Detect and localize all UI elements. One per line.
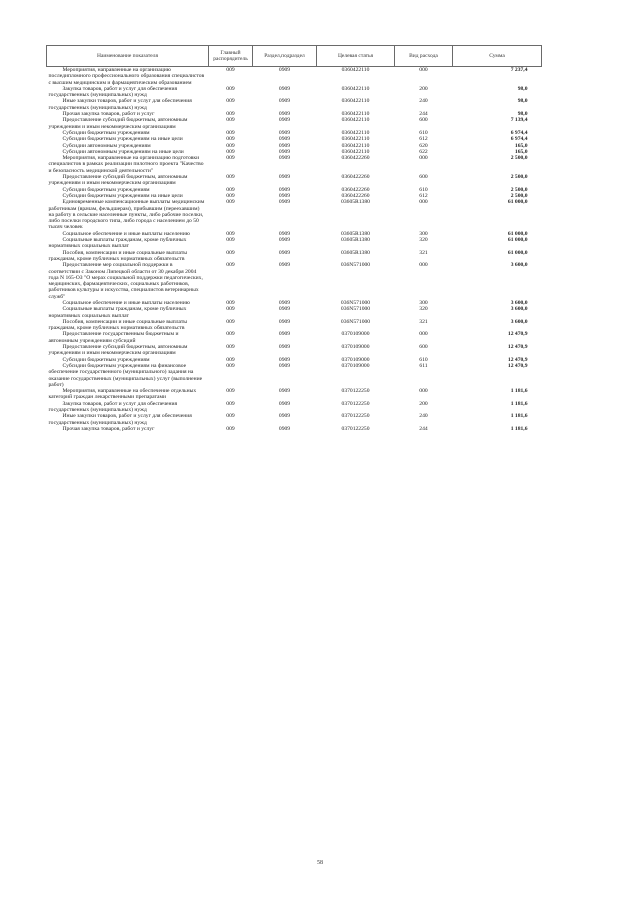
cell-sum: 61 000,0 — [507, 230, 528, 237]
cell-name — [47, 388, 209, 401]
row-label: Предоставление субсидий бюджетным, автономным учреждениям и иным некоммерческим организациям — [48, 174, 188, 187]
cell-target-item: 0360422110 — [341, 136, 370, 143]
cell-name — [47, 250, 209, 263]
row-label: Субсидии бюджетным учреждениям на финансовое обеспечение государственного (муниципального) задания на оказание государственных (муниципальных) услуг (выполнение работ) — [48, 362, 203, 388]
table-row — [47, 319, 542, 332]
cell-expense-type: 300 — [419, 299, 428, 306]
cell-main-manager: 009 — [226, 98, 235, 105]
cell-name — [47, 331, 209, 344]
cell-section: 0909 — [278, 186, 291, 193]
cell-name — [47, 306, 209, 319]
cell-target-item: 0360422110 — [341, 117, 370, 124]
cell-name — [47, 413, 209, 426]
table-header-row — [47, 46, 542, 67]
cell-section: 0909 — [278, 299, 291, 306]
cell-target-item: 0360422110 — [341, 85, 370, 92]
cell-main-manager: 009 — [226, 174, 235, 181]
cell-main-manager: 009 — [226, 344, 235, 351]
header-name: Наименование показателя — [47, 46, 209, 67]
row-label: Мероприятия, направленные на обеспечение отдельных категорий граждан лекарственными препаратами — [48, 388, 197, 401]
header-expense-type: Вид расхода — [395, 46, 453, 67]
cell-section: 0909 — [278, 400, 291, 407]
cell-section: 0909 — [278, 136, 291, 143]
row-label: Мероприятия, направленные на организацию подготовки специалистов в рамках реализации пилотного проекта "Качество и безопасность медицинской деятельности" — [48, 155, 204, 174]
table-row — [47, 237, 542, 250]
row-label: Пособия, компенсации и иные социальные выплаты гражданам, кроме публичных нормативных обязательств — [48, 249, 188, 262]
cell-name — [47, 67, 209, 86]
cell-section: 0909 — [278, 111, 291, 118]
row-label: Мероприятия, направленные на организацию последипломного профессионального образования специалистов с высшим медицинским и фармацевтическим образованием — [48, 67, 205, 86]
cell-expense-type: 000 — [419, 331, 428, 338]
cell-name — [47, 199, 209, 230]
header-main-manager: Главный распорядитель — [209, 46, 253, 67]
cell-sum: 165,0 — [514, 142, 528, 149]
row-label: Субсидии автономным учреждениям на иные цели — [62, 148, 184, 155]
cell-name — [47, 363, 209, 388]
table-row — [47, 426, 542, 432]
row-label: Единовременные компенсационные выплаты медицинским работникам (врачам, фельдшерам), прибывшим (переехавшим) на работу в сельские населенные пункты, либо рабочие поселки, либо поселки городского типа, либо города с населением до 50 тысяч человек — [48, 199, 205, 231]
cell-sum: 7 237,4 — [510, 67, 528, 73]
table-row — [47, 199, 542, 230]
cell-expense-type: 620 — [419, 142, 428, 149]
cell-target-item: 036N571000 — [340, 299, 371, 306]
table-row — [47, 344, 542, 357]
cell-target-item: 03605R1380 — [341, 199, 370, 206]
table-row — [47, 413, 542, 426]
cell-sum: 12 470,9 — [507, 362, 528, 369]
cell-target-item: 036N571000 — [340, 306, 371, 313]
cell-name — [47, 344, 209, 357]
cell-target-item: 0360422260 — [341, 174, 370, 181]
cell-expense-type: 600 — [419, 174, 428, 181]
cell-expense-type: 000 — [419, 199, 428, 206]
cell-target-item: 0370109000 — [341, 356, 370, 363]
page-number: 58 — [317, 860, 323, 866]
cell-expense-type: 240 — [419, 413, 428, 420]
cell-expense-type: 600 — [419, 344, 428, 351]
cell-sum: 1 181,6 — [510, 425, 528, 432]
row-label: Субсидии бюджетным учреждениям на иные цели — [62, 136, 183, 143]
table-row — [47, 155, 542, 174]
cell-section: 0909 — [278, 344, 291, 351]
row-label: Пособия, компенсации и иные социальные выплаты гражданам, кроме публичных нормативных обязательств — [48, 318, 188, 332]
cell-main-manager: 009 — [226, 136, 235, 143]
cell-section: 0909 — [278, 155, 291, 162]
cell-sum: 98,0 — [517, 111, 528, 118]
budget-table — [46, 45, 542, 432]
cell-section: 0909 — [278, 174, 291, 181]
table-row — [47, 306, 542, 319]
cell-section: 0909 — [278, 129, 291, 136]
row-label: Субсидии бюджетным учреждениям на иные цели — [62, 192, 183, 199]
cell-main-manager: 009 — [226, 192, 235, 199]
table-row — [47, 363, 542, 388]
cell-name — [47, 155, 209, 174]
cell-section: 0909 — [278, 356, 291, 363]
cell-expense-type: 240 — [419, 98, 428, 105]
row-label: Субсидии автономным учреждениям — [62, 142, 151, 149]
cell-section: 0909 — [278, 388, 291, 395]
cell-main-manager: 009 — [226, 331, 235, 338]
table-row — [47, 117, 542, 130]
cell-name — [47, 319, 209, 332]
row-label: Социальные выплаты гражданам, кроме публичных нормативных социальных выплат — [48, 306, 187, 319]
table-row — [47, 98, 542, 111]
cell-sum: 3 600,0 — [510, 262, 528, 269]
cell-main-manager: 009 — [226, 425, 235, 432]
cell-sum: 12 470,9 — [507, 331, 528, 338]
table-row — [47, 67, 542, 86]
table-row — [47, 262, 542, 300]
cell-main-manager: 009 — [226, 388, 235, 395]
cell-target-item: 0370109000 — [341, 362, 370, 369]
row-label: Предоставление государственным бюджетным и автономным учреждениям субсидий — [48, 331, 179, 344]
cell-section: 0909 — [278, 237, 291, 244]
table-row — [47, 174, 542, 187]
cell-target-item: 0370122250 — [341, 425, 370, 432]
cell-sum: 61 000,0 — [507, 249, 528, 256]
cell-name — [47, 174, 209, 187]
cell-target-item: 0360422260 — [341, 192, 370, 199]
cell-sum: 165,0 — [514, 148, 528, 155]
cell-main-manager: 009 — [226, 148, 235, 155]
table-body — [47, 67, 542, 433]
cell-section: 0909 — [278, 67, 291, 73]
cell-expense-type: 610 — [419, 356, 428, 363]
cell-name — [47, 401, 209, 414]
cell-section: 0909 — [278, 262, 291, 269]
cell-section: 0909 — [278, 98, 291, 105]
cell-target-item: 0370109000 — [341, 344, 370, 351]
table-row — [47, 331, 542, 344]
cell-main-manager: 009 — [226, 306, 235, 313]
cell-sum: 3 600,0 — [510, 318, 528, 325]
row-label: Социальные выплаты гражданам, кроме публичных нормативных социальных выплат — [48, 237, 187, 250]
table-row — [47, 401, 542, 414]
cell-sum: 6 974,4 — [510, 136, 528, 143]
cell-section: 0909 — [278, 142, 291, 149]
row-label: Предоставление субсидий бюджетным, автономным учреждениям и иным некоммерческим организациям — [48, 117, 188, 130]
cell-expense-type: 610 — [419, 129, 428, 136]
cell-expense-type: 610 — [419, 186, 428, 193]
cell-target-item: 0370122250 — [341, 413, 370, 420]
cell-target-item: 0360422110 — [341, 129, 370, 136]
cell-main-manager: 009 — [226, 318, 235, 325]
cell-main-manager: 009 — [226, 155, 235, 162]
cell-main-manager: 009 — [226, 362, 235, 369]
cell-section: 0909 — [278, 230, 291, 237]
cell-target-item: 0360422110 — [341, 67, 370, 73]
cell-target-item: 03605R1380 — [341, 237, 370, 244]
cell-target-item: 0360422260 — [341, 155, 370, 162]
cell-name — [47, 98, 209, 111]
cell-main-manager: 009 — [226, 262, 235, 269]
cell-name — [47, 237, 209, 250]
row-label: Закупка товаров, работ и услуг для обеспечения государственных (муниципальных) нужд — [48, 85, 178, 99]
row-label: Прочая закупка товаров, работ и услуг — [62, 111, 155, 118]
cell-section: 0909 — [278, 425, 291, 432]
cell-section: 0909 — [278, 148, 291, 155]
cell-section: 0909 — [278, 192, 291, 199]
cell-section: 0909 — [278, 249, 291, 256]
cell-expense-type: 611 — [419, 362, 428, 369]
cell-name — [47, 117, 209, 130]
cell-expense-type: 622 — [419, 148, 428, 155]
cell-sum: 2 500,0 — [510, 186, 528, 193]
cell-expense-type: 000 — [419, 388, 428, 395]
cell-sum: 3 600,0 — [510, 299, 528, 306]
cell-name — [47, 86, 209, 99]
row-label: Предоставление мер социальной поддержки в соответствии с Законом Липецкой области от 30 декабря 2004 года N 165-ОЗ "О мерах социальной поддержки педагогических, медицинских, фармацевтических, социальных работников, работников культуры и искусства, специалистов ветеринарных служб" — [48, 262, 203, 300]
cell-sum: 6 974,4 — [510, 129, 528, 136]
table-row — [47, 388, 542, 401]
row-label: Иные закупки товаров, работ и услуг для обеспечения государственных (муниципальных) нужд — [48, 413, 192, 426]
cell-expense-type: 000 — [419, 67, 428, 73]
cell-sum: 2 500,0 — [510, 155, 528, 162]
cell-sum: 61 000,0 — [507, 237, 528, 244]
row-label: Субсидии бюджетным учреждениям — [62, 356, 150, 363]
cell-target-item: 0370109000 — [341, 331, 370, 338]
cell-target-item: 0370122250 — [341, 388, 370, 395]
cell-sum: 1 181,6 — [510, 388, 528, 395]
cell-main-manager: 009 — [226, 117, 235, 124]
cell-expense-type: 200 — [419, 85, 428, 92]
cell-sum: 61 000,0 — [507, 199, 528, 206]
row-label: Прочая закупка товаров, работ и услуг — [62, 425, 155, 432]
cell-name — [47, 426, 209, 432]
cell-expense-type: 300 — [419, 230, 428, 237]
cell-expense-type: 320 — [419, 306, 428, 313]
cell-main-manager: 009 — [226, 299, 235, 306]
cell-main-manager: 009 — [226, 67, 235, 73]
cell-target-item: 0360422110 — [341, 98, 370, 105]
cell-main-manager: 009 — [226, 249, 235, 256]
cell-sum: 98,0 — [517, 85, 528, 92]
cell-name — [47, 262, 209, 300]
cell-expense-type: 200 — [419, 400, 428, 407]
row-label: Предоставление субсидий бюджетным, автономным учреждениям и иным некоммерческим организациям — [48, 344, 188, 357]
row-label: Закупка товаров, работ и услуг для обеспечения государственных (муниципальных) нужд — [48, 400, 178, 414]
cell-main-manager: 009 — [226, 186, 235, 193]
cell-section: 0909 — [278, 362, 291, 369]
cell-sum: 1 181,6 — [510, 413, 528, 420]
cell-target-item: 0360422110 — [341, 111, 370, 118]
cell-target-item: 036N571000 — [340, 262, 371, 269]
table-row — [47, 86, 542, 99]
cell-expense-type: 244 — [419, 425, 428, 432]
cell-main-manager: 009 — [226, 356, 235, 363]
cell-section: 0909 — [278, 85, 291, 92]
cell-sum: 98,0 — [517, 98, 528, 105]
cell-main-manager: 009 — [226, 111, 235, 118]
cell-main-manager: 009 — [226, 129, 235, 136]
row-label: Субсидии бюджетным учреждениям — [62, 186, 150, 193]
cell-sum: 3 600,0 — [510, 306, 528, 313]
cell-sum: 2 500,0 — [510, 174, 528, 181]
cell-section: 0909 — [278, 318, 291, 325]
cell-main-manager: 009 — [226, 199, 235, 206]
row-label: Социальное обеспечение и иные выплаты населению — [62, 299, 190, 306]
cell-expense-type: 320 — [419, 237, 428, 244]
cell-section: 0909 — [278, 413, 291, 420]
cell-expense-type: 000 — [419, 262, 428, 269]
cell-expense-type: 321 — [419, 249, 428, 256]
cell-section: 0909 — [278, 306, 291, 313]
header-sum: Сумма — [453, 46, 542, 67]
cell-target-item: 03605R1380 — [341, 230, 370, 237]
cell-target-item: 0360422110 — [341, 148, 370, 155]
cell-target-item: 0360422260 — [341, 186, 370, 193]
cell-sum: 1 181,6 — [510, 400, 528, 407]
cell-sum: 12 470,9 — [507, 344, 528, 351]
cell-expense-type: 612 — [419, 192, 428, 199]
cell-expense-type: 600 — [419, 117, 428, 124]
cell-main-manager: 009 — [226, 237, 235, 244]
cell-expense-type: 244 — [419, 111, 428, 118]
row-label: Субсидии бюджетным учреждениям — [62, 129, 150, 136]
row-label: Социальное обеспечение и иные выплаты населению — [62, 230, 190, 237]
header-section: Раздел,подраздел — [253, 46, 317, 67]
cell-expense-type: 000 — [419, 155, 428, 162]
cell-expense-type: 321 — [419, 318, 428, 325]
cell-target-item: 036N571000 — [340, 318, 371, 325]
cell-sum: 7 139,4 — [510, 117, 528, 124]
cell-main-manager: 009 — [226, 230, 235, 237]
cell-main-manager: 009 — [226, 142, 235, 149]
table-row — [47, 250, 542, 263]
row-label: Иные закупки товаров, работ и услуг для обеспечения государственных (муниципальных) нужд — [48, 98, 192, 111]
header-target-item: Целевая статья — [317, 46, 395, 67]
cell-sum: 2 500,0 — [510, 192, 528, 199]
cell-target-item: 0360422110 — [341, 142, 370, 149]
cell-sum: 12 470,9 — [507, 356, 528, 363]
cell-section: 0909 — [278, 199, 291, 206]
cell-expense-type: 612 — [419, 136, 428, 143]
cell-target-item: 03605R1380 — [341, 249, 370, 256]
cell-main-manager: 009 — [226, 400, 235, 407]
cell-section: 0909 — [278, 331, 291, 338]
cell-target-item: 0370122250 — [341, 400, 370, 407]
cell-main-manager: 009 — [226, 413, 235, 420]
cell-section: 0909 — [278, 117, 291, 124]
cell-main-manager: 009 — [226, 85, 235, 92]
